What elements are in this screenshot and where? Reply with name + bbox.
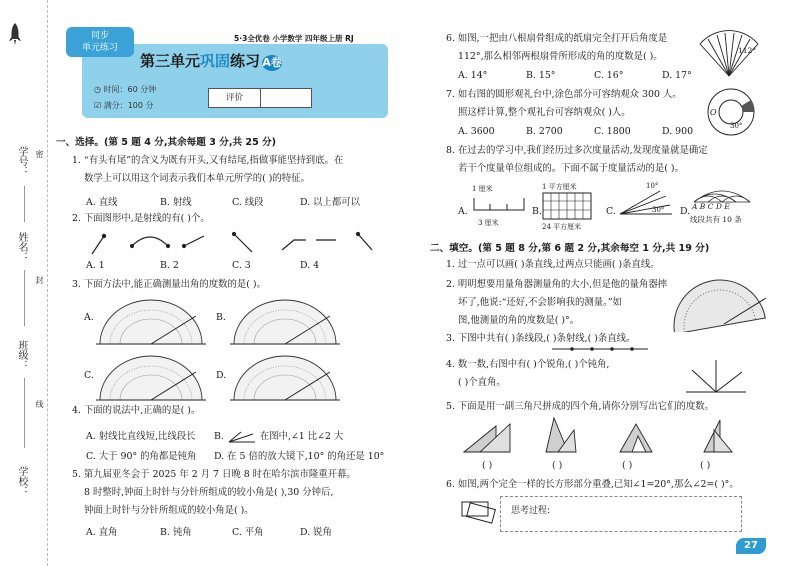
score-text: 满分：100 分 [103, 101, 154, 110]
option-b[interactable]: B. 射线 [160, 197, 192, 208]
question-text: 3. 下面方法中,能正确测量出角的度数的是( )。 [72, 279, 266, 290]
question-text: ( )个直角。 [458, 377, 506, 388]
badge-line1: 同步 [90, 31, 109, 41]
question-text: 5. 第九届亚冬会于 2025 年 2 月 7 日晚 8 时在哈尔滨市隆重开幕。 [72, 469, 356, 480]
question-text: 5. 下面是用一副三角尺拼成的四个角,请你分别写出它们的度数。 [446, 401, 715, 412]
fan-figure [696, 30, 762, 80]
title-highlight: 巩固 [200, 52, 231, 70]
question-text: 1. “有头有尾”的含义为既有开头,又有结尾,指做事能坚持到底。在 [72, 155, 344, 166]
badge-line2: 单元练习 [81, 43, 118, 53]
thinking-area[interactable] [500, 496, 742, 532]
seal-mark: 密 [35, 150, 44, 158]
question-text: 8. 在过去的学习中,我们经历过多次度量活动,发现度量就是确定 [446, 145, 708, 156]
question-text: 坏了,他说:“还好,不会影响我的测量。”如 [458, 297, 623, 308]
option-d[interactable]: D. [216, 370, 227, 381]
school-label: 学校： [16, 466, 27, 496]
option-d[interactable]: D. 900 [662, 126, 694, 137]
question-text: 6. 如图,两个完全一样的长方形部分重叠,已知∠1=20°,那么∠2=( )°。 [446, 479, 739, 490]
angle-label: 10° [646, 182, 659, 190]
option-b[interactable] [214, 428, 343, 444]
option-c[interactable]: C. 大于 90° 的角都是钝角 [86, 451, 197, 462]
score-box[interactable] [208, 88, 312, 108]
question-text: 若干个度量单位组成的。下面不属于度量活动的是( )。 [458, 163, 684, 174]
question-text: 2. 下面图形中,是射线的有( )个。 [72, 213, 210, 224]
broken-protractor-figure [670, 276, 770, 332]
blank-line [24, 378, 25, 448]
circle-angle-label: 30° [730, 122, 743, 130]
answer-blank[interactable]: ( ) [622, 460, 633, 471]
sync-badge [66, 27, 134, 57]
binding-strip [0, 0, 48, 566]
blank-line [24, 186, 25, 222]
question-text: 4. 下面的说法中,正确的是( )。 [72, 405, 201, 416]
option-a[interactable]: A. 直角 [86, 527, 118, 538]
option-a[interactable]: A. 14° [458, 70, 488, 81]
student-id-label: 学号： [16, 146, 27, 176]
clock-icon: ◷ [94, 85, 104, 94]
question-text: 112°,那么相邻两根扇骨所形成的角的度数是( )。 [458, 51, 663, 62]
page-title [140, 50, 282, 71]
option-a[interactable]: A. 直线 [86, 197, 118, 208]
question-text: 2. 明明想要用量角器测量角的大小,但是他的量角器摔 [446, 279, 668, 290]
time-text: 时间：60 分钟 [103, 85, 157, 94]
full-score [94, 100, 154, 111]
name-label: 姓名： [16, 232, 27, 262]
option-b[interactable]: B. 钝角 [160, 527, 192, 538]
question-text: 7. 如右图的圆形观礼台中,涂色部分可容纳观众 300 人。 [446, 89, 682, 100]
angles-count-figure [684, 358, 748, 396]
option-d[interactable]: D. 以上都可以 [300, 197, 361, 208]
option-d[interactable]: D. 4 [300, 260, 320, 271]
section-title: 二、填空。(第 5 题 8 分,第 6 题 2 分,其余每空 1 分,共 19 分) [430, 243, 710, 254]
unit-label: 1 平方厘米 [542, 183, 577, 191]
fan-angle-label: 112° [738, 46, 757, 55]
question-text: 数学上可以用这个词表示我们本单元所学的( )的特征。 [84, 173, 310, 184]
class-label: 班级： [16, 340, 27, 370]
question-text: 3. 下图中共有( )条线段,( )条射线,( )条直线。 [446, 333, 636, 344]
ruler-figure [472, 196, 526, 214]
question-text: 1. 过一点可以画( )条直线,过两点只能画( )条直线。 [446, 259, 660, 270]
option-b[interactable]: B. 2 [160, 260, 179, 271]
paper-badge: A卷 [262, 56, 282, 69]
answer-blank[interactable]: ( ) [700, 460, 711, 471]
option-a[interactable]: A. [84, 312, 94, 323]
question-text: 图,他测量的角的度数是( )°。 [458, 315, 580, 326]
thinking-label: 思考过程: [511, 506, 551, 516]
option-c[interactable]: C. 16° [594, 70, 624, 81]
option-d[interactable]: D. 17° [662, 70, 692, 81]
title-prefix: 第三单元 [140, 52, 201, 70]
time-limit [94, 84, 156, 95]
overlap-rectangles-figure [460, 496, 500, 530]
option-c[interactable]: C. 3 [232, 260, 251, 271]
segment-count-caption: 线段共有 10 条 [690, 215, 742, 224]
line-mark: 线 [35, 400, 44, 408]
protractor-figure [230, 296, 340, 348]
question-text: 照这样计算,整个观礼台可容纳观众( )人。 [458, 107, 631, 118]
point-letters: A B C D E [692, 202, 730, 211]
question-text: 6. 如图,一把由八根扇骨组成的纸扇完全打开后角度是 [446, 33, 668, 44]
check-icon: ☑ [94, 101, 104, 110]
rocket-icon [6, 22, 24, 46]
protractor-figure [96, 352, 206, 404]
option-a[interactable]: A. [458, 206, 468, 217]
option-c[interactable]: C. [84, 370, 94, 381]
right-page [400, 0, 800, 566]
blank-line [24, 270, 25, 326]
option-b[interactable]: B. [216, 312, 226, 323]
protractor-figure [96, 296, 206, 348]
unit-label: 3 厘米 [478, 219, 499, 227]
set-square-figures [460, 416, 750, 458]
option-c[interactable]: C. 线段 [232, 197, 264, 208]
angle-1-2-icon [227, 430, 257, 444]
option-b[interactable]: B. 2700 [526, 126, 563, 137]
angle-unit-figure [618, 190, 674, 220]
option-a[interactable]: A. 3600 [458, 126, 495, 137]
option-d[interactable]: D. 在 5 倍的放大镜下,10° 的角还是 10° [214, 451, 385, 462]
option-c[interactable]: C. 平角 [232, 527, 264, 538]
option-b[interactable]: B. [532, 206, 542, 217]
answer-blank[interactable]: ( ) [552, 460, 563, 471]
line-points-figure [550, 344, 650, 354]
ray-figures [80, 228, 380, 260]
option-b-letter: B. [214, 431, 224, 442]
page-number: 27 [736, 538, 766, 554]
fold-mark: 封 [35, 276, 44, 284]
circle-center-label: O [710, 108, 717, 117]
option-d[interactable]: D. [680, 206, 691, 217]
score-label: 评价 [209, 89, 261, 107]
option-b-text: 在图中,∠1 比∠2 大 [259, 431, 344, 442]
option-a[interactable]: A. 射线比直线短,比线段长 [86, 431, 196, 442]
question-text: 钟面上时针与分针所组成的较小角是( )。 [84, 505, 254, 516]
option-c[interactable]: C. 1800 [594, 126, 631, 137]
section-title: 一、选择。(第 5 题 4 分,其余每题 3 分,共 25 分) [56, 137, 277, 148]
protractor-figure [230, 352, 340, 404]
title-suffix: 练习 [230, 52, 261, 70]
option-d[interactable]: D. 锐角 [300, 527, 332, 538]
grid-figure [542, 192, 592, 220]
option-a[interactable]: A. 1 [86, 260, 105, 271]
question-text: 4. 数一数,右图中有( )个锐角,( )个钝角, [446, 359, 610, 370]
option-b[interactable]: B. 15° [526, 70, 556, 81]
answer-blank[interactable]: ( ) [482, 460, 493, 471]
option-c[interactable]: C. [606, 206, 616, 217]
series-text: 5·3全优卷 小学数学 四年级上册 RJ [234, 34, 354, 43]
angle-label: 30° [652, 206, 665, 214]
unit-label: 24 平方厘米 [542, 223, 582, 231]
unit-label: 1 厘米 [472, 185, 493, 193]
question-text: 8 时整时,钟面上时针与分针所组成的较小角是( ),30 分钟后, [84, 487, 334, 498]
